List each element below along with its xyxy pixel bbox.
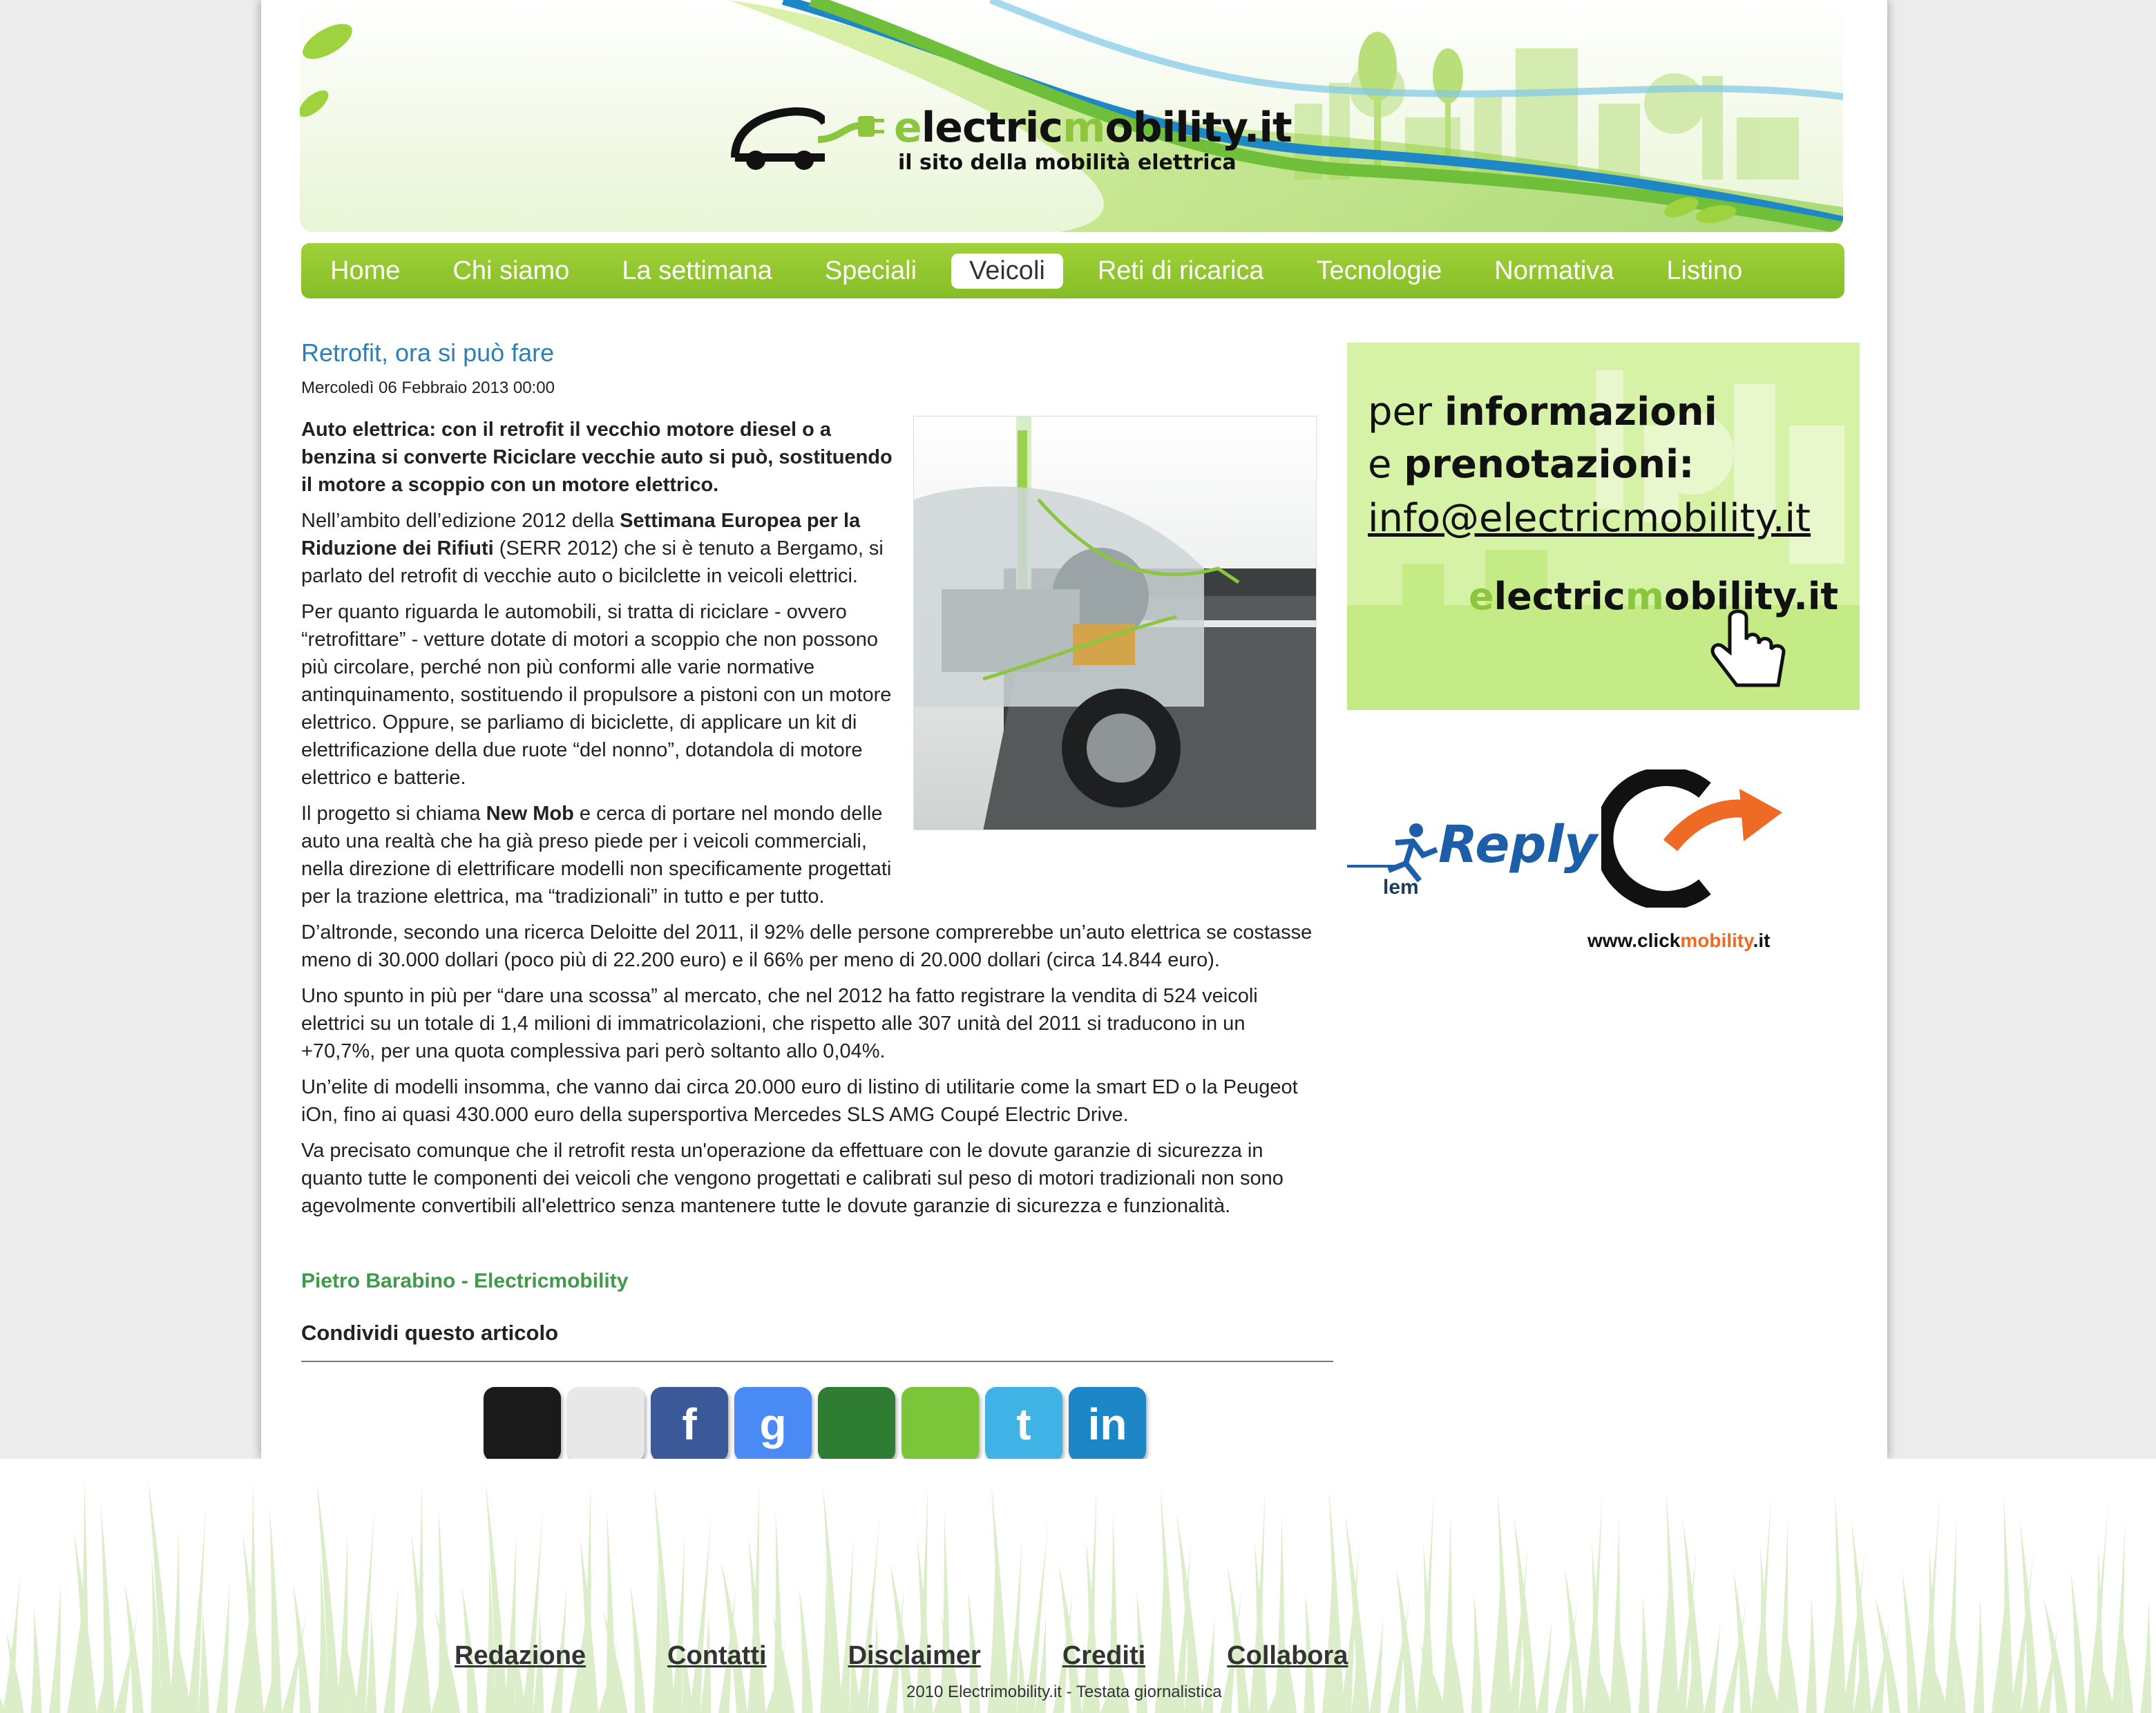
facebook-icon[interactable]: f: [651, 1387, 728, 1462]
logo-title: electricmobility.it: [894, 104, 1292, 152]
article-intro: [301, 416, 895, 910]
footer-link-crediti[interactable]: Crediti: [1062, 1641, 1146, 1670]
share-icons: [484, 1387, 1152, 1462]
article-paragraph-4: D’altronde, secondo una ricerca Deloitte del 2011, il 92% delle persone comprerebbe un’auto elettrica se costasse meno di 30.000 dollari (poco più di 22.200 euro) e il 66% per meno di 20.000 dollari (circa 14.844 euro).: [301, 921, 1313, 971]
nav-item-listino[interactable]: Listino: [1666, 256, 1743, 285]
share-title: Condividi questo articolo: [301, 1321, 559, 1345]
clickmobility-logo-icon: [1601, 769, 1795, 908]
info-line-2: e prenotazioni:: [1368, 442, 1695, 487]
technorati-icon[interactable]: [901, 1387, 979, 1462]
nav-item-home[interactable]: Home: [330, 256, 401, 285]
footer-link-redazione[interactable]: Redazione: [455, 1641, 586, 1670]
linkedin-icon[interactable]: in: [1069, 1387, 1146, 1462]
article-paragraph-3: Il progetto si chiama New Mob e cerca di portare nel mondo delle auto una realtà che ha già preso piede per i veicoli commerciali, nella direzione di elettrificare modelli non specificamente progettati per la trazione elettrica, ma “tradizionali” in tutto e per tutto.: [301, 803, 892, 908]
digg-icon[interactable]: [567, 1387, 645, 1462]
banner-brand: electricmobility.it: [1469, 575, 1839, 618]
article-image: [913, 416, 1317, 830]
grass-decoration: [0, 1459, 2156, 1713]
site-logo[interactable]: [728, 91, 1292, 181]
share-divider: [301, 1361, 1333, 1362]
reply-logo-text: Reply: [1438, 815, 1598, 874]
logo-tagline: il sito della mobilità elettrica: [898, 151, 1237, 175]
article-author[interactable]: Pietro Barabino - Electricmobility: [301, 1270, 629, 1292]
nav-item-veicoli[interactable]: Veicoli: [951, 253, 1063, 289]
nav-item-reti-di-ricarica[interactable]: Reti di ricarica: [1097, 256, 1264, 285]
article-paragraph-6: Un’elite di modelli insomma, che vanno dai circa 20.000 euro di listino di utilitarie come la smart ED o la Peugeot iOn, fino ai quasi 430.000 euro della supersportiva Mercedes SLS AMG Coupé Electric Drive.: [301, 1076, 1298, 1126]
clickmobility-url: www.clickmobility.it: [1587, 930, 1771, 951]
nav-item-normativa[interactable]: Normativa: [1494, 256, 1614, 285]
article-paragraph-7: Va precisato comunque che il retrofit resta un'operazione da effettuare con le dovute garanzie di sicurezza in quanto tutte le componenti dei veicoli che vengono progettati e calibrati sul peso di motori tradizionali non sono agevolmente convertibili all'elettrico senza mantenere tutte le dovute garanzie di sicurezza e funzionalità.: [301, 1140, 1284, 1217]
nav-item-tecnologie[interactable]: Tecnologie: [1316, 256, 1442, 285]
footer: [0, 1459, 2156, 1713]
article-paragraph-2: Per quanto riguarda le automobili, si tratta di riciclare - ovvero “retrofittare” - vetture dotate di motori a scoppio che non possono più circolare, perché non più conformi alle varie normative antinquinamento, sostituendo il propulsore a pistoni con un motore elettrico. Oppure, se parliamo di biciclette, di applicare un kit di elettrificazione della due ruote “del nonno”, dotandola di motore elettrico e batterie.: [301, 601, 892, 789]
pointer-hand-icon: [1702, 604, 1792, 693]
stumbleupon-icon[interactable]: [818, 1387, 895, 1462]
footer-links: [455, 1641, 1429, 1671]
article-title[interactable]: Retrofit, ora si può fare: [301, 338, 555, 367]
lem-logo-text: lem: [1383, 876, 1419, 899]
twitter-icon[interactable]: t: [985, 1387, 1062, 1462]
google-icon[interactable]: g: [734, 1387, 812, 1462]
article-paragraph-1: Nell’ambito dell’edizione 2012 della Settimana Europea per la Riduzione dei Rifiuti (SERR 2012) che si è tenuto a Bergamo, si parlato del retrofit di vecchie auto o bicilclette in veicoli elettrici.: [301, 510, 884, 587]
car-retrofit-image: [914, 417, 1317, 830]
article-lead: Auto elettrica: con il retrofit il vecchio motore diesel o a benzina si converte Riciclare vecchie auto si può, sostituendo il motore a scoppio con un motore elettrico.: [301, 419, 893, 496]
main-navigation: [301, 243, 1844, 298]
info-email-link[interactable]: info@electricmobility.it: [1368, 496, 1811, 541]
car-plug-icon: [728, 95, 825, 178]
article-date: Mercoledì 06 Febbraio 2013 00:00: [301, 379, 555, 397]
article-paragraph-5: Uno spunto in più per “dare una scossa” al mercato, che nel 2012 ha fatto registrare la vendita di 524 veicoli elettrici su un totale di 1,4 milioni di immatricolazioni, che rispetto alle 307 unità del 2011 si traducono in un +70,7%, per una quota complessiva pari però soltanto allo 0,04%.: [301, 985, 1258, 1062]
footer-copyright: 2010 Electrimobility.it - Testata giornalistica: [906, 1683, 1222, 1701]
footer-link-contatti[interactable]: Contatti: [667, 1641, 767, 1670]
sponsor-banner[interactable]: [1347, 760, 1831, 967]
delicious-icon[interactable]: [484, 1387, 561, 1462]
info-line-1: per informazioni: [1368, 390, 1717, 434]
plug-icon: [818, 112, 887, 153]
nav-item-speciali[interactable]: Speciali: [824, 256, 917, 285]
footer-link-disclaimer[interactable]: Disclaimer: [848, 1641, 981, 1670]
info-banner[interactable]: [1347, 343, 1860, 710]
nav-item-chi-siamo[interactable]: Chi siamo: [452, 256, 570, 285]
article: [301, 338, 1324, 1449]
nav-item-la-settimana[interactable]: La settimana: [622, 256, 772, 285]
header-banner: [300, 0, 1843, 232]
footer-link-collabora[interactable]: Collabora: [1227, 1641, 1348, 1670]
